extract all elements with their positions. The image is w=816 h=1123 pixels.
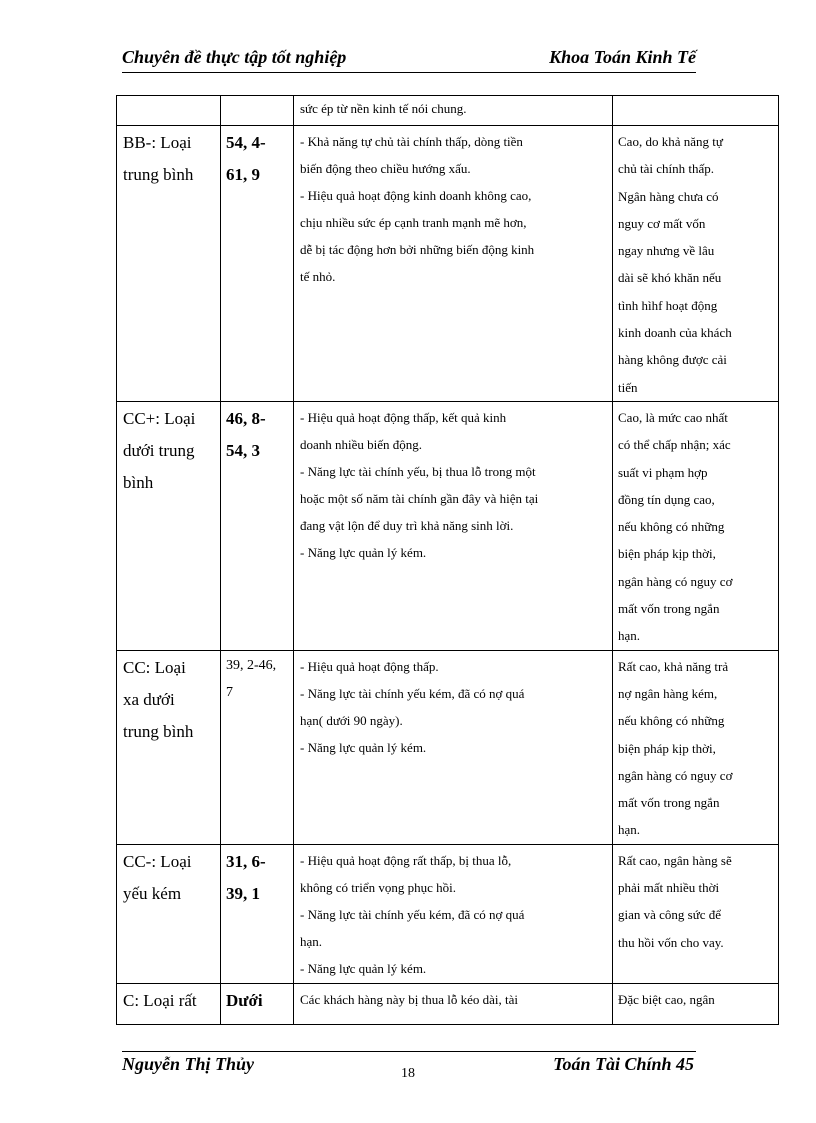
risk-cell xyxy=(613,126,779,402)
text-line: 46, 8- xyxy=(226,408,266,428)
text-line: 39, 2-46, xyxy=(226,657,277,673)
text-line: Các khách hàng này bị thua lỗ kéo dài, tài xyxy=(300,991,519,1007)
grade-cell xyxy=(117,126,221,402)
text-line: xa dưới xyxy=(123,689,175,709)
text-line: nếu không có những xyxy=(618,519,725,535)
text-line: thu hồi vốn cho vay. xyxy=(618,934,724,950)
text-line: hàng không được cải xyxy=(618,352,727,368)
text-line: chịu nhiều sức ép cạnh tranh mạnh mẽ hơn, xyxy=(300,215,527,230)
risk-cell xyxy=(613,96,779,126)
grade-cell xyxy=(117,983,221,1024)
footer-class: Toán Tài Chính 45 xyxy=(553,1054,694,1074)
risk-cell xyxy=(613,650,779,844)
score-cell xyxy=(221,401,294,650)
risk-cell xyxy=(613,401,779,650)
text-line: - Hiệu quả hoạt động thấp, kết quả kinh xyxy=(300,409,507,425)
score-cell xyxy=(221,126,294,402)
grade-cell xyxy=(117,844,221,983)
risk-cell xyxy=(613,844,779,983)
text-line: biện pháp kịp thời, xyxy=(618,546,716,562)
text-line: - Hiệu quả hoạt động thấp. xyxy=(300,658,439,674)
text-line: Cao, do khả năng tự xyxy=(618,134,723,149)
text-line: C: Loại rất xyxy=(123,990,197,1010)
text-line: hạn. xyxy=(618,822,641,838)
description-cell xyxy=(294,983,613,1024)
text-line: suất vi phạm hợp xyxy=(618,464,708,480)
text-line: Đặc biệt cao, ngân xyxy=(618,991,715,1007)
text-line: gian và công sức để xyxy=(618,907,722,923)
text-line: Dưới xyxy=(226,990,263,1010)
table-row xyxy=(117,401,779,650)
table-row xyxy=(117,983,779,1024)
text-line: mất vốn trong ngắn xyxy=(618,795,720,811)
text-line: CC: Loại xyxy=(123,657,186,677)
text-line: đang vật lộn để duy trì khả năng sinh lời. xyxy=(300,517,514,533)
header-title: Chuyên đề thực tập tốt nghiệp xyxy=(122,47,347,67)
text-line: - Năng lực tài chính yếu kém, đã có nợ quá xyxy=(300,685,525,701)
text-line: mất vốn trong ngắn xyxy=(618,601,720,617)
score-cell xyxy=(221,96,294,126)
text-line: Ngân hàng chưa có xyxy=(618,188,719,204)
text-line: CC+: Loại xyxy=(123,408,196,428)
text-line: tình hìhf hoạt động xyxy=(618,297,718,313)
text-line: Rất cao, ngân hàng sẽ xyxy=(618,852,732,868)
description-cell xyxy=(294,844,613,983)
credit-rating-table xyxy=(116,95,779,1025)
text-line: tế nhỏ. xyxy=(300,269,336,284)
header-divider xyxy=(122,72,696,73)
text-line: - Năng lực quản lý kém. xyxy=(300,739,427,755)
grade-cell xyxy=(117,650,221,844)
text-line: 39, 1 xyxy=(226,883,260,903)
text-line: sức ép từ nền kinh tế nói chung. xyxy=(300,101,467,116)
score-cell xyxy=(221,844,294,983)
text-line: hạn. xyxy=(300,933,323,949)
text-line: BB-: Loại xyxy=(123,133,192,152)
text-line: không có triển vọng phục hồi. xyxy=(300,879,456,895)
text-line: dưới trung xyxy=(123,440,195,460)
text-line: - Khả năng tự chủ tài chính thấp, dòng tiền xyxy=(300,134,523,149)
grade-cell xyxy=(117,96,221,126)
text-line: nếu không có những xyxy=(618,713,725,729)
score-cell xyxy=(221,650,294,844)
text-line: CC-: Loại xyxy=(123,851,192,871)
text-line: hạn( dưới 90 ngày). xyxy=(300,712,403,728)
text-line: - Năng lực tài chính yếu, bị thua lỗ trong một xyxy=(300,463,536,479)
text-line: hạn. xyxy=(618,628,641,644)
text-line: chủ tài chính thấp. xyxy=(618,161,715,177)
text-line: - Năng lực tài chính yếu kém, đã có nợ quá xyxy=(300,906,525,922)
table-row xyxy=(117,650,779,844)
grade-cell xyxy=(117,401,221,650)
text-line: phải mất nhiều thời xyxy=(618,880,720,896)
risk-cell xyxy=(613,983,779,1024)
text-line: yếu kém xyxy=(123,883,182,903)
text-line: Cao, là mức cao nhất xyxy=(618,409,728,425)
text-line: dễ bị tác động hơn bởi những biến động kinh xyxy=(300,242,535,257)
table-row xyxy=(117,96,779,126)
description-cell xyxy=(294,401,613,650)
text-line: đồng tín dụng cao, xyxy=(618,491,715,507)
text-line: - Năng lực quản lý kém. xyxy=(300,544,427,560)
text-line: 31, 6- xyxy=(226,851,266,871)
text-line: - Hiệu quả hoạt động kinh doanh không cao, xyxy=(300,188,532,203)
text-line: nguy cơ mất vốn xyxy=(618,215,706,231)
text-line: Rất cao, khả năng trả xyxy=(618,658,729,674)
text-line: trung bình xyxy=(123,721,194,741)
text-line: 54, 4- xyxy=(226,133,266,152)
text-line: biến động theo chiều hướng xấu. xyxy=(300,161,471,176)
description-cell xyxy=(294,650,613,844)
text-line: doanh nhiều biến động. xyxy=(300,436,423,452)
page-header xyxy=(122,47,696,71)
text-line: có thể chấp nhận; xác xyxy=(618,437,731,453)
text-line: dài sẽ khó khăn nếu xyxy=(618,270,722,286)
table-row xyxy=(117,126,779,402)
text-line: 61, 9 xyxy=(226,165,260,184)
text-line: tiến xyxy=(618,379,638,395)
footer-divider xyxy=(122,1051,696,1052)
header-faculty: Khoa Toán Kinh Tế xyxy=(549,47,696,67)
text-line: kinh doanh của khách xyxy=(618,325,732,341)
table-row xyxy=(117,844,779,983)
text-line: bình xyxy=(123,472,154,492)
text-line: ngân hàng có nguy cơ xyxy=(618,573,733,589)
text-line: biện pháp kịp thời, xyxy=(618,740,716,756)
text-line: 54, 3 xyxy=(226,440,260,460)
text-line: ngay nhưng về lâu xyxy=(618,243,715,259)
text-line: nợ ngân hàng kém, xyxy=(618,685,718,701)
description-cell xyxy=(294,96,613,126)
text-line: ngân hàng có nguy cơ xyxy=(618,767,733,783)
page-number: 18 xyxy=(401,1066,415,1081)
text-line: trung bình xyxy=(123,165,194,184)
text-line: - Hiệu quả hoạt động rất thấp, bị thua lỗ, xyxy=(300,852,512,868)
description-cell xyxy=(294,126,613,402)
text-line: hoặc một số năm tài chính gần đây và hiện tại xyxy=(300,490,539,506)
text-line: - Năng lực quản lý kém. xyxy=(300,960,427,976)
footer-author: Nguyễn Thị Thủy xyxy=(122,1054,255,1074)
text-line: 7 xyxy=(226,684,233,700)
score-cell xyxy=(221,983,294,1024)
